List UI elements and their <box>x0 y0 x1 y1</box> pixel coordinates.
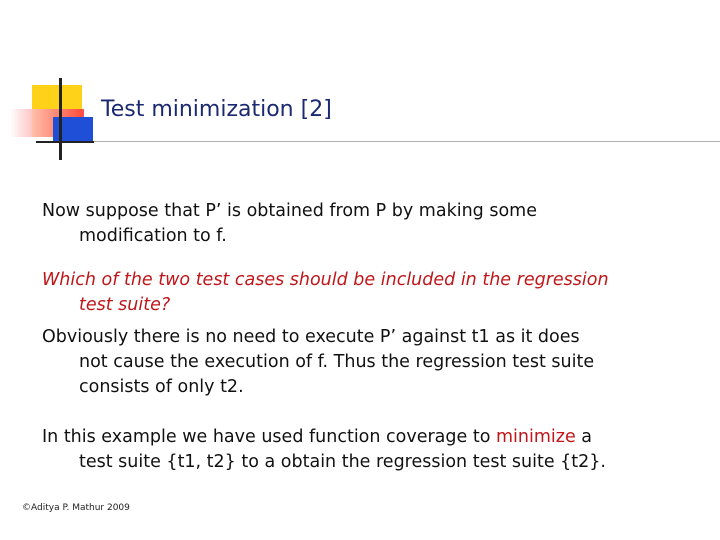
paragraph-answer <box>42 325 682 400</box>
paragraph-modification <box>42 199 682 249</box>
paragraph-line: Obviously there is no need to execute P’ against t1 as it does <box>42 327 580 347</box>
paragraph-line: test suite {t1, t2} to a obtain the regression test suite {t2}. <box>79 452 606 472</box>
paragraph-line: Which of the two test cases should be included in the regression <box>42 270 609 290</box>
paragraph-line <box>42 425 682 450</box>
paragraph-text: In this example we have used function coverage to <box>42 427 496 447</box>
paragraph-line: modification to f. <box>79 226 227 246</box>
title-underline-accent <box>36 141 94 143</box>
paragraph-line: consists of only t2. <box>79 377 244 397</box>
footer-copyright: ©Aditya P. Mathur 2009 <box>22 503 130 513</box>
slide-title: Test minimization [2] <box>101 97 332 122</box>
paragraph-line: test suite? <box>79 295 171 315</box>
title-decoration-vertical-line <box>59 78 62 160</box>
paragraph-example <box>42 425 682 475</box>
paragraph-line: Now suppose that P’ is obtained from P by making some <box>42 201 537 221</box>
highlighted-word: minimize <box>495 427 576 447</box>
paragraph-line: not cause the execution of f. Thus the regression test suite <box>79 352 595 372</box>
paragraph-question <box>42 268 682 318</box>
title-underline <box>36 141 720 142</box>
paragraph-text: a <box>575 427 593 447</box>
